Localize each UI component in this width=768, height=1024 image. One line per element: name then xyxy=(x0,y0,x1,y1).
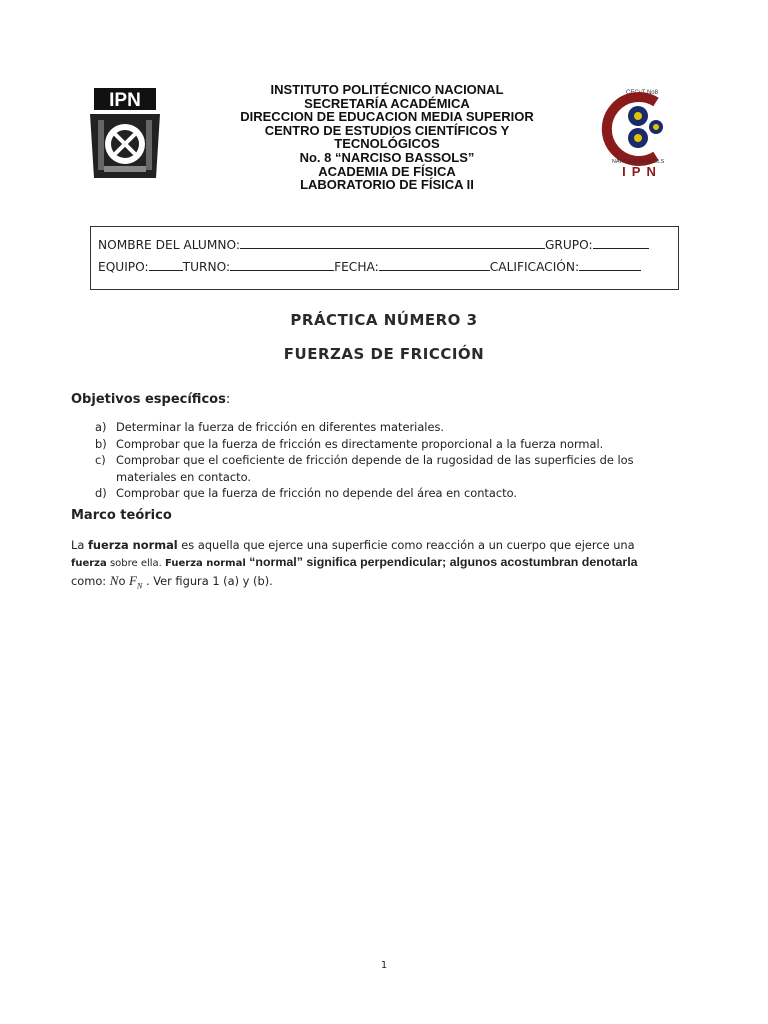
header-line-7: ACADEMIA DE FÍSICA xyxy=(318,163,456,179)
list-item xyxy=(95,452,685,485)
student-row-2 xyxy=(98,259,641,274)
grade-field[interactable] xyxy=(579,259,641,271)
objectives-heading-text: Objetivos específicos xyxy=(71,392,226,407)
list-item xyxy=(95,485,685,502)
group-label: GRUPO: xyxy=(544,238,593,252)
header-line-8: LABORATORIO DE FÍSICA II xyxy=(300,177,474,193)
objectives-list xyxy=(95,419,685,502)
theory-text: como: xyxy=(71,574,110,588)
list-item-label: b) xyxy=(95,436,107,451)
list-item xyxy=(95,419,685,436)
group-field[interactable] xyxy=(593,237,649,249)
math-symbol-n: N xyxy=(109,573,119,588)
header-line-3: DIRECCION DE EDUCACION MEDIA SUPERIOR xyxy=(240,109,534,125)
list-item xyxy=(95,436,685,453)
header-line-1: INSTITUTO POLITÉCNICO NACIONAL xyxy=(270,82,504,97)
theory-text: es aquella que ejerce una superficie como reacción a un cuerpo que ejerce una xyxy=(177,538,635,552)
theory-paragraph-line-3 xyxy=(71,573,273,591)
cecyt-logo-bottom-text: NARCISO BASSOLS xyxy=(611,159,665,165)
shift-label: TURNO: xyxy=(182,260,231,274)
objectives-heading-colon: : xyxy=(225,392,231,407)
force-term: fuerza xyxy=(71,558,107,569)
objectives-heading xyxy=(71,392,230,407)
team-field[interactable] xyxy=(149,259,183,271)
team-label: EQUIPO: xyxy=(98,260,149,274)
list-item-label: d) xyxy=(95,486,107,500)
perpendicular-definition: “normal” significa perpendicular; algunos acostumbran denotarla xyxy=(245,555,638,569)
math-symbol-fn xyxy=(129,573,143,591)
header-line-5: TECNOLÓGICOS xyxy=(334,136,440,152)
cecyt-logo xyxy=(598,86,682,178)
grade-label: CALIFICACIÓN: xyxy=(489,260,580,274)
list-item-label: a) xyxy=(95,420,107,434)
name-label: NOMBRE DEL ALUMNO: xyxy=(98,238,240,252)
theory-text: . Ver figura 1 (a) y (b). xyxy=(142,574,273,588)
ipn-logo-letters: IPN xyxy=(109,90,141,111)
shift-field[interactable] xyxy=(230,259,334,271)
practice-topic-title: FUERZAS DE FRICCIÓN xyxy=(283,345,485,363)
list-item-text: Comprobar que el coeficiente de fricción depende de la rugosidad de las superficies de los materiales en contacto. xyxy=(116,453,634,484)
student-row-1 xyxy=(98,237,649,252)
math-symbol-f: F xyxy=(129,573,137,588)
practice-number-title: PRÁCTICA NÚMERO 3 xyxy=(290,311,478,329)
date-label: FECHA: xyxy=(334,260,379,274)
theory-paragraph-line-1 xyxy=(71,538,635,552)
cecyt-logo-ipn: IPN xyxy=(622,164,662,178)
cecyt-logo-top-text: CECyT No8 xyxy=(626,90,658,96)
normal-force-term: fuerza normal xyxy=(87,538,178,552)
math-subscript-n: N xyxy=(136,581,143,591)
theory-text: La xyxy=(71,538,88,552)
gear-icon xyxy=(628,106,663,148)
student-info-box xyxy=(90,226,679,290)
list-item-text: Comprobar que la fuerza de fricción es directamente proporcional a la fuerza normal. xyxy=(116,436,604,451)
theory-heading: Marco teórico xyxy=(71,508,172,523)
list-item-text: Determinar la fuerza de fricción en diferentes materiales. xyxy=(116,420,445,434)
header-line-2: SECRETARÍA ACADÉMICA xyxy=(304,95,470,111)
ipn-logo xyxy=(84,84,166,182)
theory-text: sobre ella. xyxy=(106,558,166,569)
header-line-6: No. 8 “NARCISO BASSOLS” xyxy=(299,149,475,165)
list-item-label: c) xyxy=(95,453,106,467)
date-field[interactable] xyxy=(379,259,490,271)
theory-text: o xyxy=(118,574,130,588)
institution-header xyxy=(200,83,574,192)
header-line-4: CENTRO DE ESTUDIOS CIENTÍFICOS Y xyxy=(264,122,510,138)
theory-paragraph-line-2 xyxy=(71,555,638,569)
name-field[interactable] xyxy=(240,237,545,249)
list-item-text: Comprobar que la fuerza de fricción no depende del área en contacto. xyxy=(116,486,517,500)
normal-force-term: Fuerza normal xyxy=(165,558,246,569)
page-number: 1 xyxy=(380,960,388,971)
